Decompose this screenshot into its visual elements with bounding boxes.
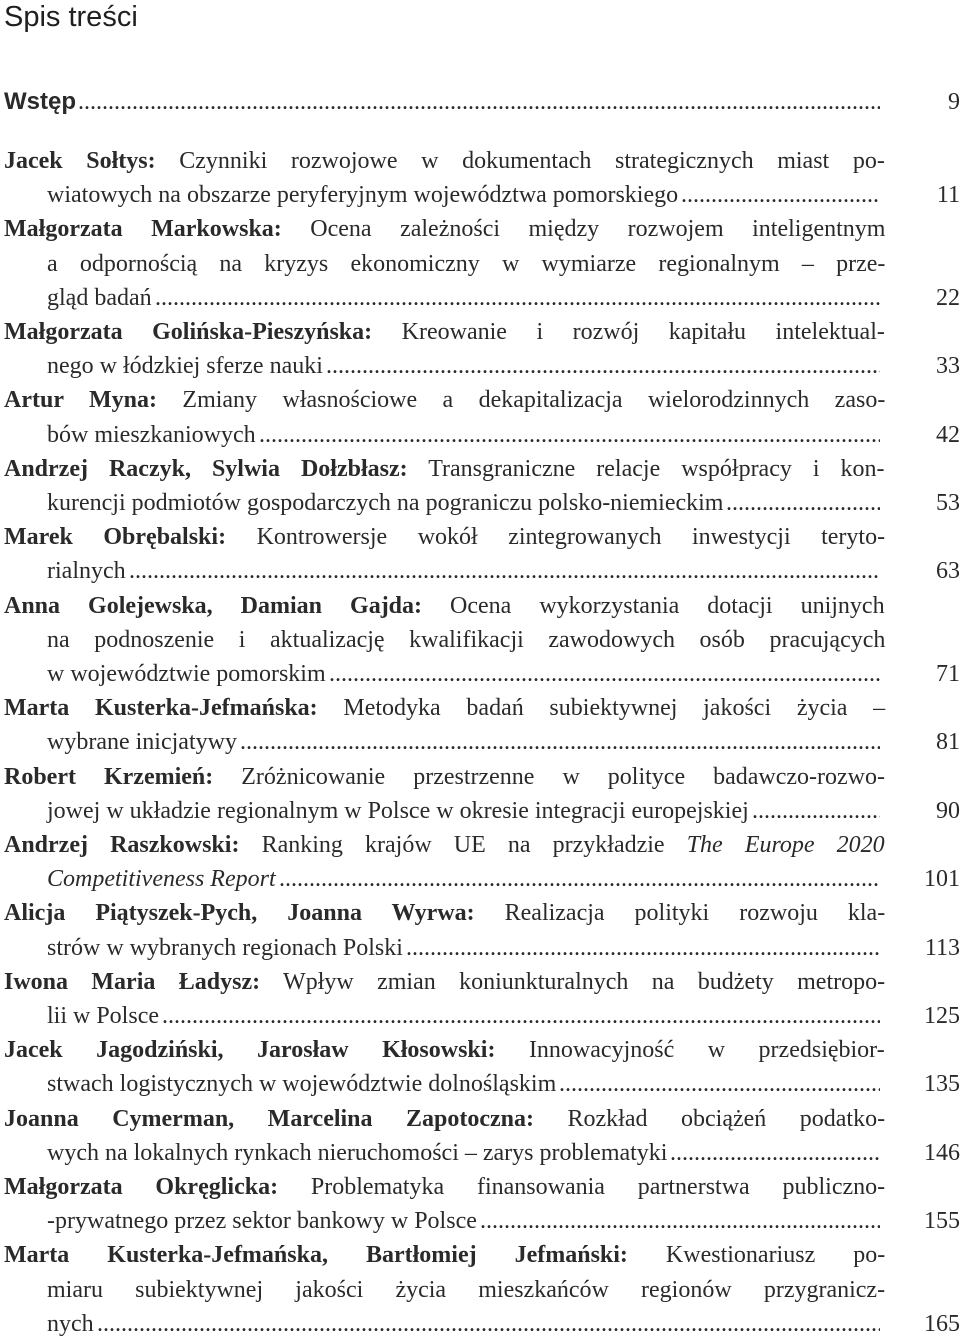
page-number: 135 <box>924 1071 960 1097</box>
toc-author: Jacek Jagodziński, Jarosław Kłosowski: <box>4 1037 496 1063</box>
toc-title: miaru subiektywnej jakości życia mieszkańców regionów przygranicz- <box>47 1277 886 1303</box>
dot-leader <box>480 1204 880 1238</box>
dot-leader <box>329 657 880 691</box>
toc-entry-line[interactable] <box>0 452 960 486</box>
toc-entry-text <box>0 1067 556 1101</box>
page-number: 165 <box>924 1311 960 1337</box>
toc-entry-last-line[interactable] <box>0 486 960 520</box>
toc-entry-line[interactable] <box>0 144 960 178</box>
toc-entry-line[interactable] <box>0 589 960 623</box>
toc-entry-last-line[interactable] <box>0 554 960 588</box>
toc-entry-line[interactable] <box>0 965 960 999</box>
toc-entry-text <box>0 349 323 383</box>
toc-entry-last-line[interactable] <box>0 1307 960 1341</box>
toc-entry-line[interactable] <box>0 896 960 930</box>
toc-entry-text <box>0 554 126 588</box>
toc-entry-line[interactable] <box>0 1273 960 1307</box>
dot-leader <box>78 85 880 119</box>
toc-entry-last-line[interactable] <box>0 349 960 383</box>
toc-entry-text <box>0 383 885 417</box>
dot-leader <box>752 794 880 828</box>
toc-author: Marta Kusterka-Jefmańska, Bartłomiej Jefmański: <box>4 1242 628 1268</box>
toc-title: kurencji podmiotów gospodarczych na pograniczu polsko-niemieckim <box>47 490 724 516</box>
dot-leader <box>129 554 880 588</box>
toc-entry-line[interactable] <box>0 1238 960 1272</box>
toc-entry-text <box>0 1033 885 1067</box>
toc-title: w województwie pomorskim <box>47 661 326 687</box>
toc-entry-line[interactable] <box>0 691 960 725</box>
page-number: 42 <box>936 422 960 448</box>
toc-entry-last-line[interactable] <box>0 657 960 691</box>
toc-entry-text <box>0 691 885 725</box>
toc-entry-line[interactable] <box>0 623 960 657</box>
toc-entry-text <box>0 178 678 212</box>
toc-entry-text <box>0 623 885 657</box>
toc-author: Artur Myna: <box>4 387 157 413</box>
toc-entry-text <box>0 520 885 554</box>
page-number: 11 <box>936 182 960 208</box>
toc-title: strów w wybranych regionach Polski <box>47 935 403 961</box>
toc-title: Ocena wykorzystania dotacji unijnych <box>450 593 885 619</box>
toc-entry-text <box>0 1238 885 1272</box>
page-title: Spis treści <box>4 1 138 33</box>
page-number: 22 <box>936 285 960 311</box>
page-number: 63 <box>936 558 960 584</box>
toc-entry-line[interactable] <box>0 212 960 246</box>
toc-title: Transgraniczne relacje współpracy i kon- <box>428 456 885 482</box>
dot-leader <box>326 349 880 383</box>
toc-title: Kontrowersje wokół zintegrowanych inwestycji teryto- <box>256 524 886 550</box>
toc-title: Ranking krajów UE na przykładzie The Europe 2020 <box>261 832 885 858</box>
toc-entry-last-line[interactable] <box>0 794 960 828</box>
toc-title: Wpływ zmian koniunkturalnych na budżety metropo- <box>283 969 886 995</box>
page-number: 101 <box>924 866 960 892</box>
toc-title: gląd badań <box>47 285 152 311</box>
intro-label: Wstęp <box>4 88 76 115</box>
toc-entry-text <box>0 486 723 520</box>
toc-entry-text <box>0 1204 477 1238</box>
toc-entry-text <box>0 212 885 246</box>
toc-entry-text <box>0 794 749 828</box>
toc-entry-text <box>0 1170 885 1204</box>
toc-entry-line[interactable] <box>0 247 960 281</box>
toc-entry-last-line[interactable] <box>0 178 960 212</box>
toc-entry-text <box>0 281 152 315</box>
toc-title: Kwestionariusz po- <box>665 1242 886 1268</box>
dot-leader <box>97 1307 880 1341</box>
toc-entry-title <box>0 85 76 119</box>
toc-entry-text <box>0 657 326 691</box>
toc-title: a odpornością na kryzys ekonomiczny w wymiarze regionalnym – prze- <box>47 251 886 277</box>
toc-author: Alicja Piątyszek-Pych, Joanna Wyrwa: <box>4 900 475 926</box>
toc-title: Zróżnicowanie przestrzenne w polityce badawczo-rozwo- <box>241 764 885 790</box>
toc-title: Metodyka badań subiektywnej jakości życia – <box>343 695 886 721</box>
toc-author: Anna Golejewska, Damian Gajda: <box>4 593 423 619</box>
toc-entry-last-line[interactable] <box>0 1204 960 1238</box>
toc-entry-text <box>0 247 885 281</box>
toc-entry-last-line[interactable] <box>0 281 960 315</box>
toc-title: Rozkład obciążeń podatko- <box>567 1106 886 1132</box>
toc-title: na podnoszenie i aktualizację kwalifikacji zawodowych osób pracujących <box>47 627 886 653</box>
toc-author: Andrzej Raszkowski: <box>4 832 240 858</box>
toc-entry-text <box>0 965 885 999</box>
toc-entry-line[interactable] <box>0 828 960 862</box>
toc-author: Marta Kusterka-Jefmańska: <box>4 695 318 721</box>
toc-title: Realizacja polityki rozwoju kla- <box>504 900 886 926</box>
dot-leader <box>681 178 880 212</box>
dot-leader <box>279 862 880 896</box>
page-number: 90 <box>936 798 960 824</box>
toc-author: Jacek Sołtys: <box>4 148 156 174</box>
toc-entry-text <box>0 760 885 794</box>
toc-entry-last-line[interactable] <box>0 1136 960 1170</box>
dot-leader <box>559 1067 880 1101</box>
toc-entry-text <box>0 1273 885 1307</box>
page-number: 9 <box>948 89 960 115</box>
toc-entry-last-line[interactable] <box>0 418 960 452</box>
toc-title: bów mieszkaniowych <box>47 422 256 448</box>
toc-title: nego w łódzkiej sferze nauki <box>47 353 323 379</box>
toc-title: lii w Polsce <box>47 1003 159 1029</box>
dot-leader <box>162 999 880 1033</box>
toc-author: Małgorzata Markowska: <box>4 216 282 242</box>
toc-entry-text <box>0 828 885 862</box>
toc-entry-line[interactable] <box>0 1102 960 1136</box>
toc-entry-text <box>0 418 256 452</box>
toc-entry-text <box>0 1307 94 1341</box>
toc-author: Robert Krzemień: <box>4 764 214 790</box>
page-number: 146 <box>924 1140 960 1166</box>
toc-author: Iwona Maria Ładysz: <box>4 969 261 995</box>
page-number: 53 <box>936 490 960 516</box>
page-number: 81 <box>936 729 960 755</box>
toc-title: Zmiany własnościowe a dekapitalizacja wielorodzinnych zaso- <box>182 387 886 413</box>
toc-title: Ocena zależności między rozwojem inteligentnym <box>310 216 886 242</box>
toc-title: rialnych <box>47 558 126 584</box>
page-number: 155 <box>924 1208 960 1234</box>
toc-author: Małgorzata Okręglicka: <box>4 1174 279 1200</box>
dot-leader <box>406 931 880 965</box>
toc-title: Kreowanie i rozwój kapitału intelektual- <box>401 319 885 345</box>
page-number: 113 <box>924 935 960 961</box>
toc-entry-text <box>0 862 276 896</box>
toc-entry-last-line[interactable] <box>0 1067 960 1101</box>
page-number: 71 <box>936 661 960 687</box>
toc-entry-intro[interactable] <box>0 85 960 119</box>
toc-author: Małgorzata Golińska-Pieszyńska: <box>4 319 373 345</box>
toc-entry-text <box>0 452 885 486</box>
toc-title: wiatowych na obszarze peryferyjnym województwa pomorskiego <box>47 182 679 208</box>
toc-title: wybrane inicjatywy <box>47 729 237 755</box>
page-number: 125 <box>924 1003 960 1029</box>
toc-entry-line[interactable] <box>0 383 960 417</box>
toc-entry-last-line[interactable] <box>0 725 960 759</box>
toc-entry-last-line[interactable] <box>0 862 960 896</box>
toc-title: nych <box>47 1311 94 1337</box>
toc-author: Andrzej Raczyk, Sylwia Dołzbłasz: <box>4 456 408 482</box>
toc-title: Problematyka finansowania partnerstwa publiczno- <box>310 1174 886 1200</box>
toc-entry-text <box>0 1136 667 1170</box>
toc-title: stwach logistycznych w województwie dolnośląskim <box>47 1071 557 1097</box>
toc-entry-text <box>0 896 885 930</box>
toc-author: Joanna Cymerman, Marcelina Zapotoczna: <box>4 1106 535 1132</box>
toc-entry-text <box>0 999 159 1033</box>
toc-entry-line[interactable] <box>0 1033 960 1067</box>
toc-entry-line[interactable] <box>0 760 960 794</box>
toc-title-italic: The Europe 2020 <box>686 832 885 858</box>
page-number: 33 <box>936 353 960 379</box>
toc-entry-last-line[interactable] <box>0 999 960 1033</box>
dot-leader <box>240 725 880 759</box>
dot-leader <box>259 418 880 452</box>
toc-entry-text <box>0 589 885 623</box>
toc-entry-text <box>0 315 885 349</box>
toc-title: -prywatnego przez sektor bankowy w Polsce <box>47 1208 477 1234</box>
toc-title: Czynniki rozwojowe w dokumentach strategicznych miast po- <box>179 148 885 174</box>
toc-entry-line[interactable] <box>0 520 960 554</box>
toc-title: jowej w układzie regionalnym w Polsce w okresie integracji europejskiej <box>47 798 749 824</box>
dot-leader <box>670 1136 880 1170</box>
toc-entry-line[interactable] <box>0 315 960 349</box>
toc-author: Marek Obrębalski: <box>4 524 227 550</box>
toc-entry-line[interactable] <box>0 1170 960 1204</box>
dot-leader <box>155 281 880 315</box>
toc-entry-last-line[interactable] <box>0 931 960 965</box>
dot-leader <box>726 486 880 520</box>
toc-entry-text <box>0 1102 885 1136</box>
toc-title: Competitiveness Report <box>47 866 276 892</box>
toc-entry-text <box>0 144 885 178</box>
toc-title: Innowacyjność w przedsiębior- <box>528 1037 885 1063</box>
toc-entry-text <box>0 931 403 965</box>
toc-entry-text <box>0 725 237 759</box>
toc-title: wych na lokalnych rynkach nieruchomości – zarys problematyki <box>47 1140 668 1166</box>
